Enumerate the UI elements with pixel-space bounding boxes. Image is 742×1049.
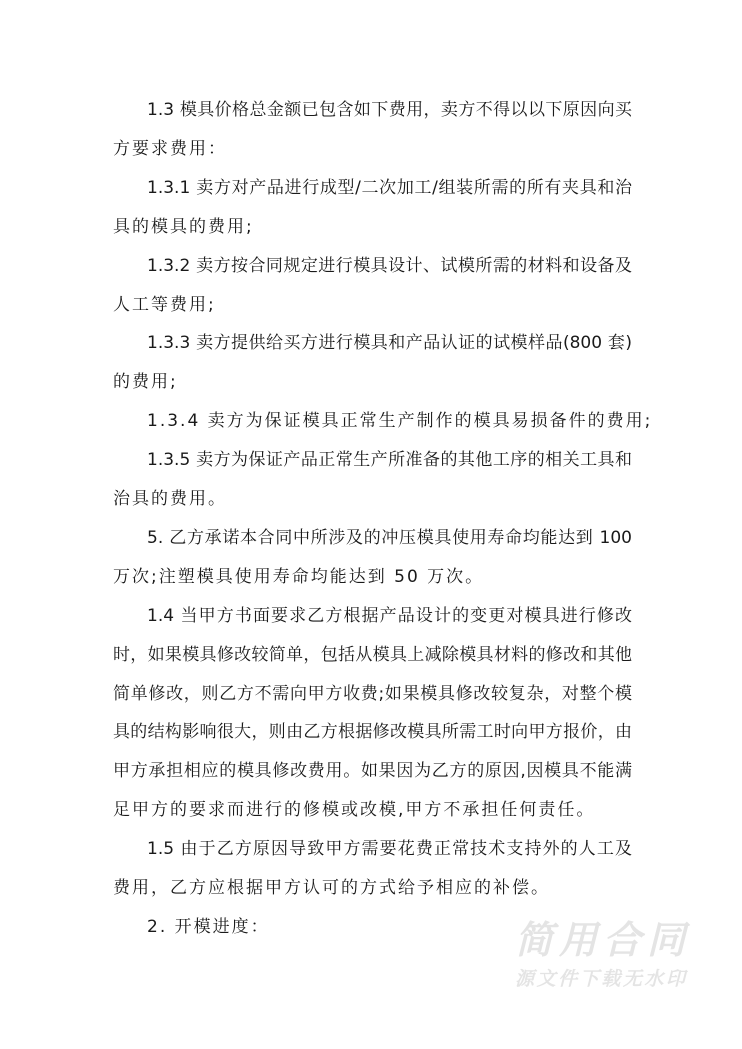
text-line: 治具的费用。 xyxy=(113,489,227,509)
text-line: 5. 乙方承诺本合同中所涉及的冲压模具使用寿命均能达到 100 xyxy=(147,527,632,548)
watermark-brand: 简用合同 xyxy=(515,918,685,962)
text-line: 万次;注塑模具使用寿命均能达到 50 万次。 xyxy=(113,566,485,587)
text-line: 甲方承担相应的模具修改费用。如果因为乙方的原因,因模具不能满 xyxy=(113,761,632,782)
text-line: 2. 开模进度： xyxy=(147,916,270,937)
text-line: 具的结构影响很大，则由乙方根据修改模具所需工时向甲方报价，由 xyxy=(113,722,632,743)
text-line: 费用，乙方应根据甲方认可的方式给予相应的补偿。 xyxy=(113,878,550,898)
text-line: 1.3 模具价格总金额已包含如下费用，卖方不得以以下原因向买 xyxy=(147,100,632,120)
text-line: 1.3.5 卖方为保证产品正常生产所准备的其他工序的相关工具和 xyxy=(147,450,632,471)
text-line: 人工等费用; xyxy=(113,294,216,315)
text-line: 1.3.2 卖方按合同规定进行模具设计、试模所需的材料和设备及 xyxy=(147,255,632,276)
watermark-tagline: 源文件下载无水印 xyxy=(515,968,685,990)
text-line: 1.5 由于乙方原因导致甲方需要花费正常技术支持外的人工及 xyxy=(147,839,632,860)
text-line: 具的模具的费用; xyxy=(113,216,254,237)
text-line: 方要求费用： xyxy=(113,138,227,159)
text-line: 1.3.3 卖方提供给买方进行模具和产品认证的试模样品(800 套) xyxy=(147,333,632,354)
text-line: 1.4 当甲方书面要求乙方根据产品设计的变更对模具进行修改 xyxy=(147,605,632,626)
text-line: 足甲方的要求而进行的修模或改模,甲方不承担任何责任。 xyxy=(113,800,596,821)
text-line: 时，如果模具修改较简单，包括从模具上减除模具材料的修改和其他 xyxy=(113,644,632,665)
text-line: 1.3.1 卖方对产品进行成型/二次加工/组装所需的所有夹具和治 xyxy=(147,177,632,198)
text-line: 简单修改，则乙方不需向甲方收费;如果模具修改较复杂，对整个模 xyxy=(113,683,632,704)
text-line: 的费用; xyxy=(113,372,178,393)
text-line: 1.3.4 卖方为保证模具正常生产制作的模具易损备件的费用; xyxy=(147,411,653,432)
